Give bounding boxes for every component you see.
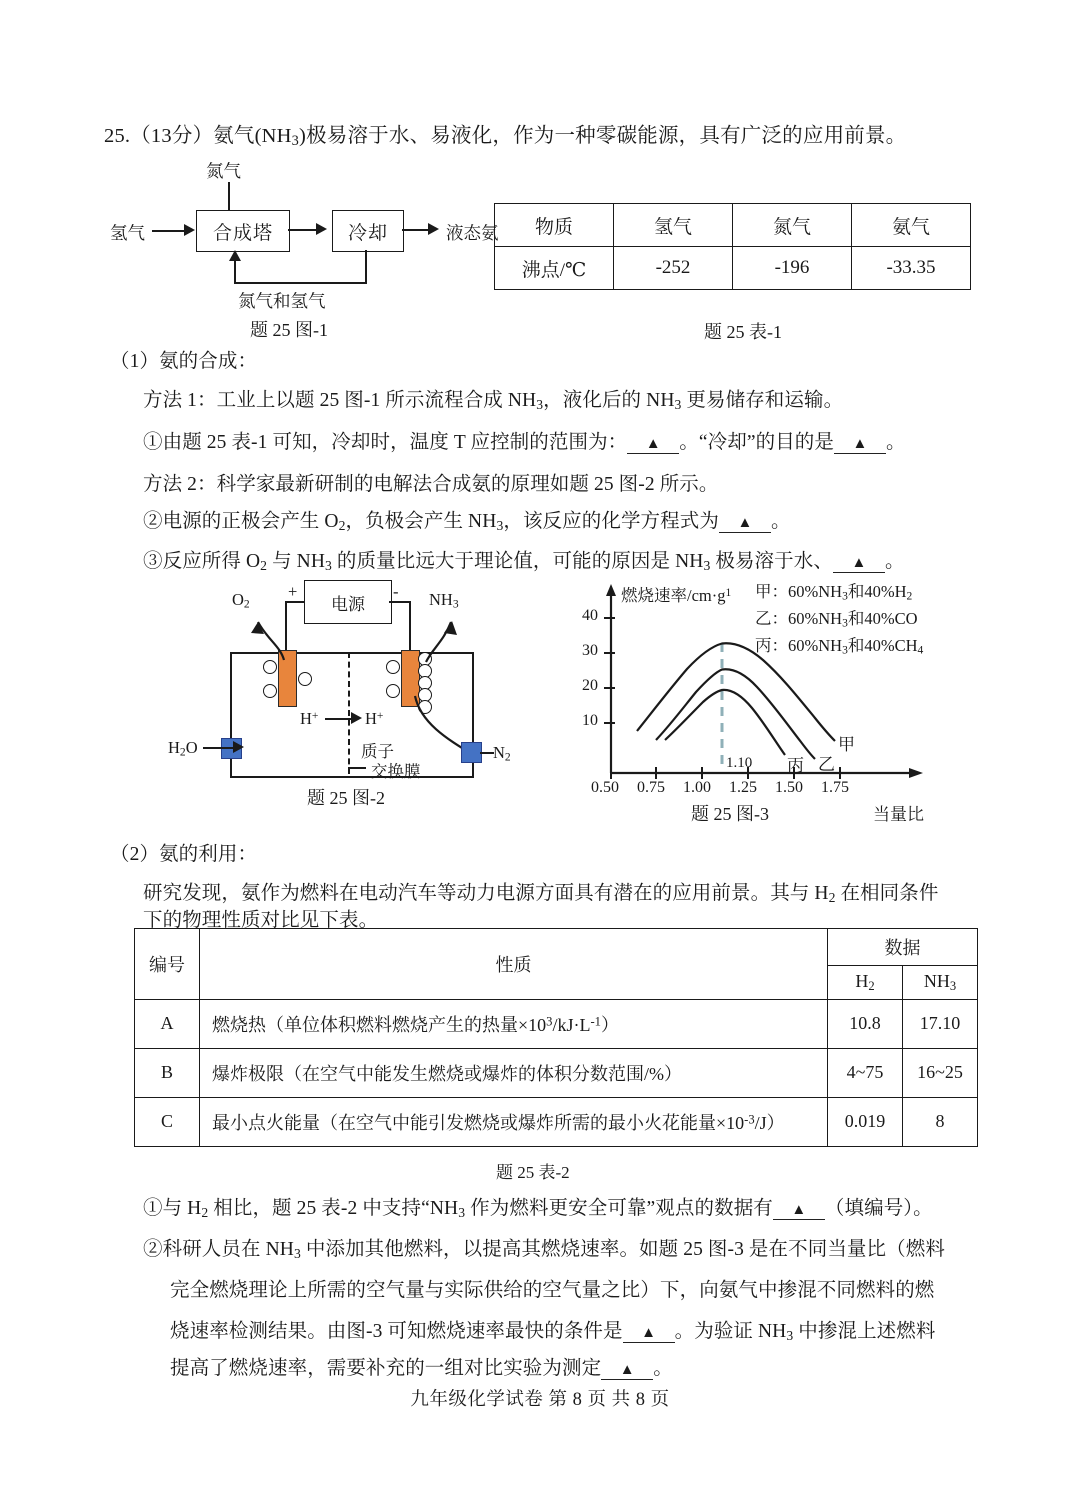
t2-subheader-h2: $H_2$ xyxy=(828,966,903,1000)
n2-inlet-port xyxy=(461,742,482,763)
section-2-question-1: ①与 $H_2$ 相比，题 25 表-2 中支持“$NH_3$ 作为燃料更安全可靠”观点的数据有 ▲ （填编号）。 xyxy=(143,1198,933,1220)
table-1-caption: 题 25 表-1 xyxy=(704,322,782,342)
t2-subheader-nh3: $NH_3$ xyxy=(903,966,978,1000)
t1-value-h2: -252 xyxy=(614,247,733,290)
o2-label: $O_2$ xyxy=(232,590,250,611)
section-1-method-1: 方法 1：工业上以题 25 图-1 所示流程合成 $NH_3$，液化后的 $NH_3$ 更易储存和运输。 xyxy=(143,390,844,412)
t1-header-n2: 氮气 xyxy=(733,204,852,247)
answer-blank-3[interactable] xyxy=(719,512,771,533)
chart-ytick-20: 20 xyxy=(582,677,598,694)
chart-ytick-40: 40 xyxy=(582,607,598,624)
gas-bubble xyxy=(263,684,277,698)
flow-input-left-label: 氢气 xyxy=(110,223,145,243)
table-row xyxy=(135,929,978,966)
water-inlet-arrow xyxy=(233,741,244,753)
t2-header-property: 性质 xyxy=(200,929,828,1000)
negative-terminal-label: - xyxy=(393,582,399,601)
chart-xtick-075: 0.75 xyxy=(637,779,665,796)
answer-blank-7[interactable] xyxy=(601,1359,653,1380)
answer-blank-1[interactable] xyxy=(627,433,679,454)
chart-marker-1-10: 1.10 xyxy=(726,755,753,771)
page-footer: 九年级化学试卷 第 8 页 共 8 页 xyxy=(410,1390,670,1410)
flow-output-label: 液态氨 xyxy=(446,223,499,243)
flow-arrow-in xyxy=(184,224,195,236)
t1-value-n2: -196 xyxy=(733,247,852,290)
t2-row-b-nh3: 16~25 xyxy=(903,1048,978,1097)
n2-label: $N_2$ xyxy=(493,743,511,764)
chart-xtick-175: 1.75 xyxy=(821,779,849,796)
blank-mark: ▲ xyxy=(737,515,753,531)
proton-exchange-membrane xyxy=(348,652,350,774)
chart-legend-jia: 甲：$60\%NH_3$和$40\%H_2$ xyxy=(755,582,913,603)
question-number: 25. xyxy=(104,125,131,147)
gas-bubble xyxy=(298,672,312,686)
t2-header-data: 数据 xyxy=(828,929,978,966)
table-row xyxy=(135,1048,978,1097)
t1-header-h2: 氢气 xyxy=(614,204,733,247)
t2-row-a-nh3: 17.10 xyxy=(903,999,978,1048)
proton-arrow-head xyxy=(351,712,362,724)
power-supply-box xyxy=(304,580,392,624)
figure-3-caption: 题 25 图-3 xyxy=(691,804,769,824)
membrane-label-line1: 质子 xyxy=(361,742,394,761)
chart-legend-bing: 丙：$60\%NH_3$和$40\%CH_4$ xyxy=(755,636,924,657)
figure-1-caption: 题 25 图-1 xyxy=(250,320,328,340)
t2-row-a-property: 燃烧热（单位体积燃料燃烧产生的热量$\times 10^3/kJ\cdot L^{-1}$） xyxy=(200,999,828,1048)
flow-box-cooling xyxy=(332,210,404,252)
blank-mark: ▲ xyxy=(791,1202,807,1218)
table-1-boiling-points xyxy=(494,203,971,290)
section-2-intro-line2: 下的物理性质对比见下表。 xyxy=(143,910,379,931)
gas-bubble xyxy=(386,684,400,698)
table-row xyxy=(495,204,971,247)
t1-header-nh3: 氨气 xyxy=(852,204,971,247)
table-row xyxy=(495,247,971,290)
curve-label-bing: 丙 xyxy=(787,756,804,775)
answer-blank-2[interactable] xyxy=(834,433,886,454)
t2-row-a-h2: 10.8 xyxy=(828,999,903,1048)
h2o-label: $H_2O$ xyxy=(168,738,198,759)
flow-box-synthesis xyxy=(196,210,290,252)
t2-row-b-id: B xyxy=(135,1048,200,1097)
t2-header-id: 编号 xyxy=(135,929,200,1000)
wire-right-h xyxy=(389,601,411,603)
nh3-label: $NH_3$ xyxy=(429,590,459,611)
chart-ytick-10: 10 xyxy=(582,712,598,729)
question-stem xyxy=(104,118,984,150)
chart-ytick-30: 30 xyxy=(582,642,598,659)
section-2-question-2-line4: 提高了燃烧速率，需要补充的一组对比实验为测定 ▲ 。 xyxy=(170,1358,673,1379)
blank-mark: ▲ xyxy=(641,1325,657,1341)
figure-2-caption: 题 25 图-2 xyxy=(307,788,385,808)
t2-row-c-h2: 0.019 xyxy=(828,1097,903,1146)
nh3-outlet-arrow xyxy=(411,604,467,666)
flow-input-top-label: 氮气 xyxy=(206,161,241,181)
section-1-title: （1）氨的合成： xyxy=(110,351,258,372)
answer-blank-6[interactable] xyxy=(623,1322,675,1343)
curve-label-jia: 甲 xyxy=(838,735,855,754)
section-1-item-3: ③反应所得 $O_2$ 与 $NH_3$ 的质量比远大于理论值，可能的原因是 $NH_3$ 极易溶于水、 ▲ 。 xyxy=(143,551,905,573)
flow-recycle-label: 氮气和氢气 xyxy=(238,291,326,311)
flow-arrow-mid xyxy=(316,223,327,235)
table-2-properties xyxy=(134,928,978,1147)
chart-xtick-150: 1.50 xyxy=(775,779,803,796)
chart-xtick-100: 1.00 xyxy=(683,779,711,796)
figure-3-chart xyxy=(582,578,983,824)
table-row xyxy=(135,999,978,1048)
chart-y-axis-title: 燃烧速率$/cm\cdot g^1$ xyxy=(621,586,732,605)
t2-row-b-h2: 4~75 xyxy=(828,1048,903,1097)
t2-row-c-id: C xyxy=(135,1097,200,1146)
wire-left-h xyxy=(285,601,305,603)
blank-mark: ▲ xyxy=(645,436,661,452)
positive-terminal-label: + xyxy=(288,582,298,601)
figure-2-electrolysis xyxy=(168,572,545,817)
chart-x-axis-title: 当量比 xyxy=(873,805,924,824)
t1-label-boiling: 沸点/℃ xyxy=(495,247,614,290)
chart-xtick-125: 1.25 xyxy=(729,779,757,796)
flow-recycle-left xyxy=(234,258,236,284)
proton-left-label: H+ xyxy=(300,709,319,728)
section-2-question-2-line3: 烧速率检测结果。由图-3 可知燃烧速率最快的条件是 ▲ 。为验证 $NH_3$ 中掺混上述燃料 xyxy=(170,1321,936,1343)
section-2-intro-line1: 研究发现，氨作为燃料在电动汽车等动力电源方面具有潜在的应用前景。其与 $H_2$ 在相同条件 xyxy=(143,883,939,905)
proton-right-label: H+ xyxy=(365,709,384,728)
flow-box-cooling-label: 冷却 xyxy=(347,222,388,244)
t2-row-c-nh3: 8 xyxy=(903,1097,978,1146)
o2-outlet-arrow xyxy=(240,604,290,664)
answer-blank-5[interactable] xyxy=(773,1199,825,1220)
curve-label-yi: 乙 xyxy=(818,755,835,774)
t2-row-c-property: 最小点火能量（在空气中能引发燃烧或爆炸所需的最小火花能量$\times 10^{-3}/J$） xyxy=(200,1097,828,1146)
membrane-leader-line xyxy=(348,767,366,769)
gas-bubble xyxy=(386,660,400,674)
n2-inlet-line xyxy=(480,752,494,754)
chart-legend-yi: 乙：$60\%NH_3$和40%CO xyxy=(755,609,918,630)
t1-header-substance: 物质 xyxy=(495,204,614,247)
blank-mark: ▲ xyxy=(852,436,868,452)
table-2-caption: 题 25 表-2 xyxy=(496,1163,570,1182)
figure-1-flowchart xyxy=(110,158,499,340)
section-2-question-2-line2: 完全燃烧理论上所需的空气量与实际供给的空气量之比）下，向氨气中掺混不同燃料的燃 xyxy=(170,1280,935,1301)
blank-mark: ▲ xyxy=(851,555,867,571)
section-2-question-2-line1: ②科研人员在 $NH_3$ 中添加其他燃料，以提高其燃烧速率。如题 25 图-3 是在不同当量比（燃料 xyxy=(143,1239,945,1261)
chart-xtick-050: 0.50 xyxy=(591,779,619,796)
question-stem-text: 氨气$(NH_3)$极易溶于水、易液化，作为一种零碳能源，具有广泛的应用前景。 xyxy=(213,125,907,150)
flow-arrow-recycle xyxy=(229,250,241,261)
question-score: （13分） xyxy=(130,125,214,147)
membrane-label-line2: 交换膜 xyxy=(371,762,421,781)
table-row xyxy=(135,1097,978,1146)
water-inlet-line xyxy=(203,747,237,749)
answer-blank-4[interactable] xyxy=(833,552,885,573)
t2-row-a-id: A xyxy=(135,999,200,1048)
flow-recycle-bottom xyxy=(234,282,367,284)
section-1-item-1: ①由题 25 表-1 可知，冷却时，温度 T 应控制的范围为： ▲ 。“冷却”的目的是 ▲ 。 xyxy=(143,432,906,453)
power-supply-label: 电源 xyxy=(331,594,365,614)
section-2-title: （2）氨的利用： xyxy=(110,844,258,865)
blank-mark: ▲ xyxy=(619,1362,635,1378)
t1-value-nh3: -33.35 xyxy=(852,247,971,290)
flow-recycle-right xyxy=(365,250,367,284)
flow-box-synthesis-label: 合成塔 xyxy=(212,222,273,244)
t2-row-b-property: 爆炸极限（在空气中能发生燃烧或爆炸的体积分数范围/%） xyxy=(200,1048,828,1097)
flow-arrow-out xyxy=(428,223,439,235)
section-1-item-2: ②电源的正极会产生 $O_2$，负极会产生 $NH_3$，该反应的化学方程式为 ▲ 。 xyxy=(143,511,791,533)
section-1-method-2: 方法 2：科学家最新研制的电解法合成氨的原理如题 25 图-2 所示。 xyxy=(143,474,719,495)
